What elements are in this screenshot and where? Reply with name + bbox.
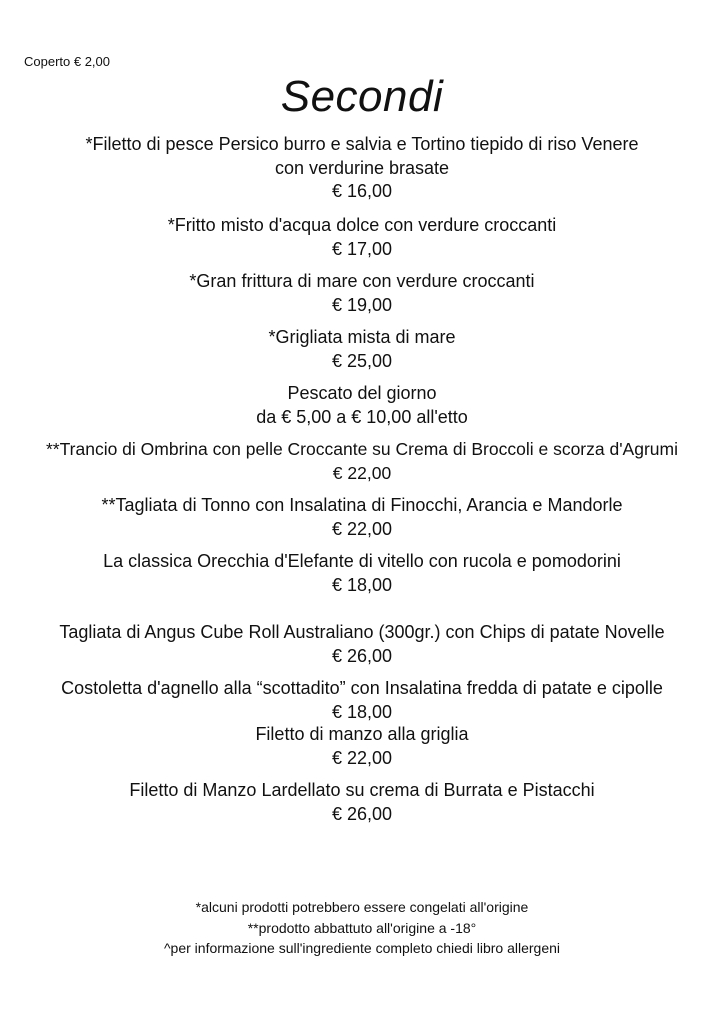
menu-item xyxy=(0,621,724,668)
dish-price: € 25,00 xyxy=(331,350,393,371)
dish-name: *Gran frittura di mare con verdure croccanti xyxy=(189,271,535,291)
dish-name: Filetto di Manzo Lardellato su crema di Burrata e Pistacchi xyxy=(129,780,595,800)
menu-item xyxy=(0,494,724,541)
dish-name: *Fritto misto d'acqua dolce con verdure croccanti xyxy=(167,215,557,235)
dish-price: € 22,00 xyxy=(331,747,393,768)
dish-price: € 26,00 xyxy=(331,803,393,824)
dish-name-continued: con verdurine brasate xyxy=(274,157,450,178)
page-title: Secondi xyxy=(280,72,444,121)
dish-price: € 19,00 xyxy=(331,294,393,315)
menu-item xyxy=(0,438,724,485)
dish-price: € 18,00 xyxy=(331,701,393,722)
dish-price: € 17,00 xyxy=(331,238,393,259)
dish-name: **Trancio di Ombrina con pelle Croccante su Crema di Broccoli e scorza d'Agrumi xyxy=(46,439,678,459)
dish-name: Tagliata di Angus Cube Roll Australiano (300gr.) con Chips di patate Novelle xyxy=(59,622,665,642)
menu-item xyxy=(0,382,724,429)
menu-item xyxy=(0,326,724,373)
dish-price: da € 5,00 a € 10,00 all'etto xyxy=(256,406,468,427)
dish-price: € 18,00 xyxy=(331,574,393,595)
dish-name: Pescato del giorno xyxy=(287,383,437,403)
dish-name: *Grigliata mista di mare xyxy=(268,327,456,347)
menu-item xyxy=(0,723,724,770)
footnote-frozen: *alcuni prodotti potrebbero essere congelati all'origine xyxy=(195,899,529,915)
menu-item xyxy=(0,550,724,597)
menu-item xyxy=(0,133,724,204)
dish-price: € 22,00 xyxy=(331,518,393,539)
menu-item xyxy=(0,779,724,826)
menu-item xyxy=(0,677,724,724)
dish-price: € 22,00 xyxy=(332,462,392,483)
dish-price: € 16,00 xyxy=(331,181,393,201)
cover-charge: Coperto € 2,00 xyxy=(24,54,111,69)
dish-name: **Tagliata di Tonno con Insalatina di Finocchi, Arancia e Mandorle xyxy=(101,495,623,515)
footnotes xyxy=(0,897,724,959)
menu-item xyxy=(0,270,724,317)
dish-price: € 26,00 xyxy=(331,645,393,666)
dish-name: Filetto di manzo alla griglia xyxy=(255,724,469,744)
footnote-allergens: ^per informazione sull'ingrediente completo chiedi libro allergeni xyxy=(163,940,560,956)
menu-item xyxy=(0,214,724,261)
dish-name: La classica Orecchia d'Elefante di vitello con rucola e pomodorini xyxy=(103,551,621,571)
dish-name: *Filetto di pesce Persico burro e salvia e Tortino tiepido di riso Venere xyxy=(85,134,639,154)
dish-name: Costoletta d'agnello alla “scottadito” con Insalatina fredda di patate e cipolle xyxy=(61,678,663,698)
footnote-blast-chilled: **prodotto abbattuto all'origine a -18° xyxy=(247,919,477,936)
